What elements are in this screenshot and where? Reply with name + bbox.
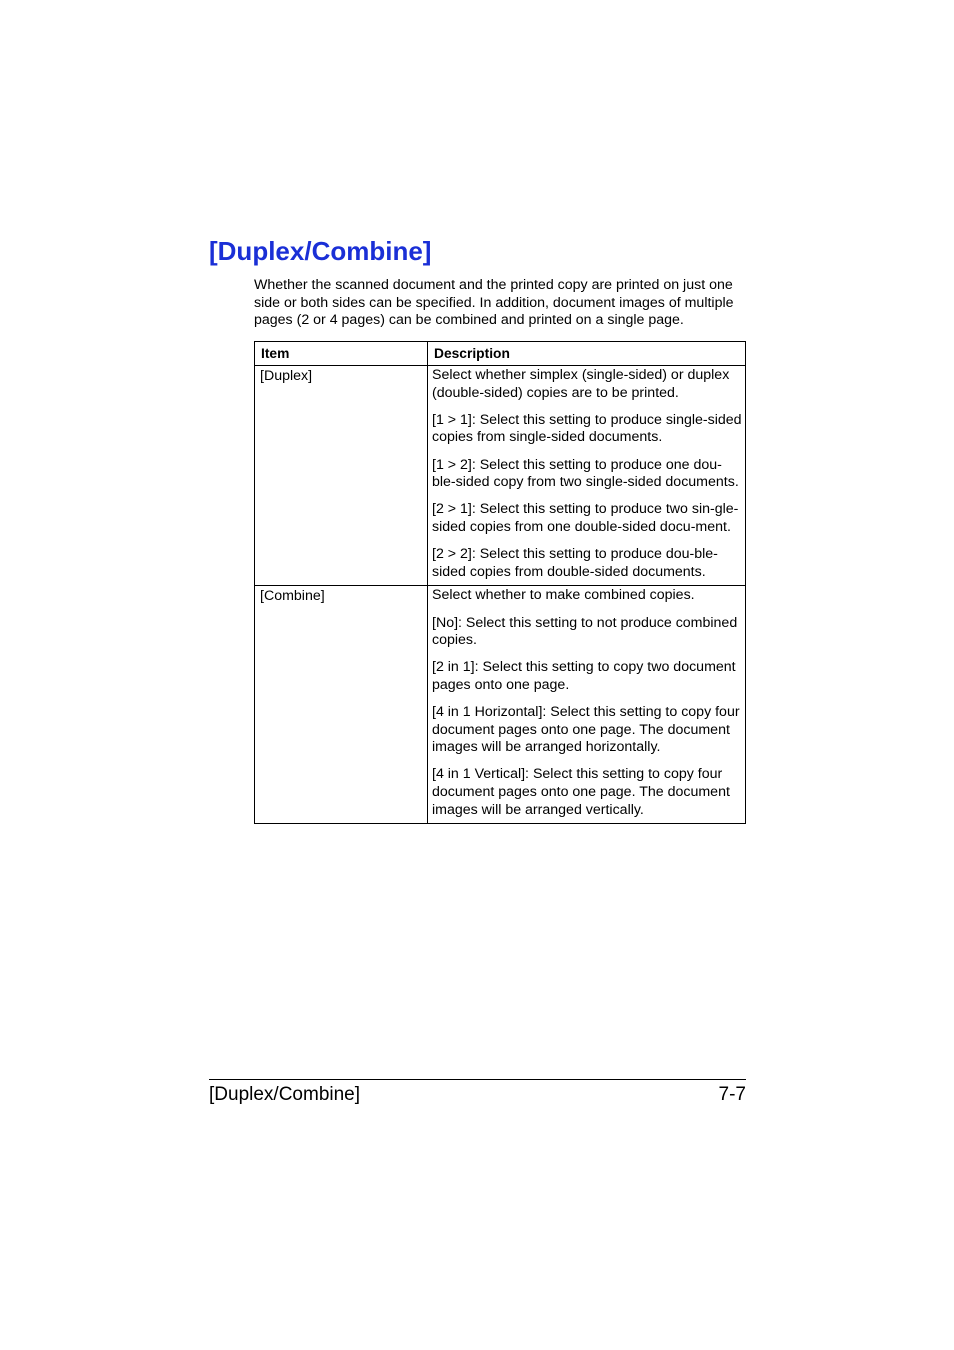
footer-divider <box>209 1079 746 1080</box>
page-heading: [Duplex/Combine] <box>209 236 432 266</box>
table-row-duplex <box>255 366 746 586</box>
footer-page-number: 7-7 <box>718 1084 746 1105</box>
column-header-item: Item <box>255 342 428 366</box>
description-paragraph: [4 in 1 Horizontal]: Select this setting to copy four document pages onto one page. The document images will be arranged horizontally. <box>432 704 740 756</box>
item-cell: [Duplex] <box>255 366 428 586</box>
item-cell: [Combine] <box>255 586 428 824</box>
footer-section-title: [Duplex/Combine] <box>209 1084 361 1105</box>
description-cell <box>428 366 746 586</box>
settings-table <box>254 341 746 824</box>
description-paragraph: [4 in 1 Vertical]: Select this setting to copy four document pages onto one page. The document images will be arranged vertically. <box>432 766 730 818</box>
intro-paragraph: Whether the scanned document and the printed copy are printed on just one side or both sides can be specified. In addition, document images of multiple pages (2 or 4 pages) can be combined and printed on a single page. <box>254 277 734 329</box>
description-paragraph: [1 > 2]: Select this setting to produce one dou-ble-sided copy from two single-sided documents. <box>432 456 739 491</box>
description-paragraph: [2 in 1]: Select this setting to copy two document pages onto one page. <box>432 659 736 693</box>
table-header-row <box>255 342 746 366</box>
column-header-description: Description <box>428 342 746 366</box>
table-row-combine <box>255 586 746 824</box>
description-paragraph: [2 > 1]: Select this setting to produce two sin-gle-sided copies from one double-sided docu-ment. <box>432 501 739 535</box>
description-paragraph: [No]: Select this setting to not produce combined copies. <box>432 614 738 649</box>
description-paragraph: Select whether simplex (single-sided) or duplex (double-sided) copies are to be printed. <box>432 367 730 401</box>
description-cell <box>428 586 746 824</box>
description-paragraph: [2 > 2]: Select this setting to produce dou-ble-sided copies from double-sided documents. <box>432 546 718 580</box>
description-paragraph: Select whether to make combined copies. <box>432 587 695 604</box>
description-paragraph: [1 > 1]: Select this setting to produce single-sided copies from single-sided documents. <box>432 411 742 446</box>
